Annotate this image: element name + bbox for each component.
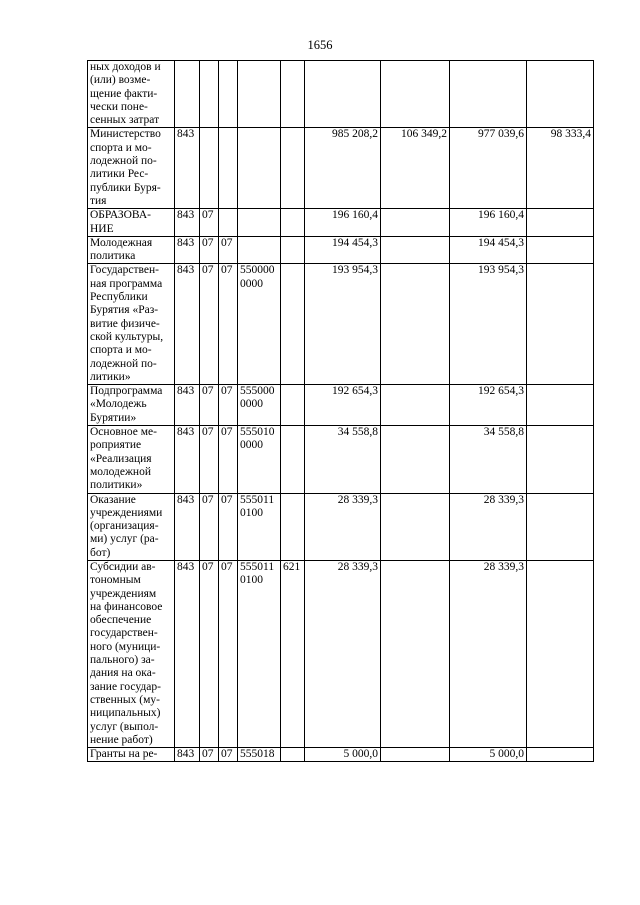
table-body <box>88 61 594 762</box>
row-name-line: ного (муници- <box>90 640 161 653</box>
row-name-line: спорта и мо- <box>90 141 152 154</box>
row-target-article-line: 550000 <box>240 264 275 277</box>
row-amount-1: 194 454,3 <box>305 236 381 264</box>
row-expense-type-code <box>281 128 305 209</box>
row-name <box>88 560 175 747</box>
row-amount-3 <box>450 61 527 128</box>
row-grbs-code: 843 <box>175 493 200 560</box>
row-grbs-code <box>175 61 200 128</box>
row-expense-type-code <box>281 748 305 762</box>
row-name-line: нение работ) <box>90 733 153 746</box>
row-name-line: сенных затрат <box>90 114 160 127</box>
row-amount-1: 5 000,0 <box>305 748 381 762</box>
row-amount-3: 193 954,3 <box>450 264 527 385</box>
row-name-line: «Молодежь <box>90 398 147 411</box>
row-amount-4 <box>527 236 594 264</box>
row-expense-type-code <box>281 209 305 237</box>
row-target-article-line: 555011 <box>240 560 275 573</box>
row-amount-3: 28 339,3 <box>450 560 527 747</box>
row-amount-1: 193 954,3 <box>305 264 381 385</box>
row-grbs-code: 843 <box>175 385 200 426</box>
row-grbs-code: 843 <box>175 128 200 209</box>
row-name-line: ственных (му- <box>90 693 160 706</box>
row-amount-3: 977 039,6 <box>450 128 527 209</box>
table-row <box>88 560 594 747</box>
row-subsection-code: 07 <box>219 385 238 426</box>
row-name-line: учреждениями <box>90 506 163 519</box>
row-target-article-code <box>238 748 281 762</box>
row-name-line: бот) <box>90 546 111 559</box>
row-name <box>88 236 175 264</box>
row-expense-type-code <box>281 236 305 264</box>
budget-table <box>87 60 594 762</box>
row-section-code <box>200 61 219 128</box>
row-amount-2 <box>381 236 450 264</box>
row-name-line: Субсидии ав- <box>90 560 156 573</box>
row-target-article-code <box>238 209 281 237</box>
row-target-article-line: 555000 <box>240 385 275 398</box>
row-amount-1: 28 339,3 <box>305 560 381 747</box>
row-name-line: политики» <box>90 479 143 492</box>
row-amount-2: 106 349,2 <box>381 128 450 209</box>
row-name-line: чески поне- <box>90 100 148 113</box>
row-amount-4 <box>527 493 594 560</box>
row-name-line: Государствен- <box>90 264 159 277</box>
row-name <box>88 128 175 209</box>
row-name-line: Бурятия «Раз- <box>90 304 159 317</box>
row-grbs-code: 843 <box>175 264 200 385</box>
row-amount-3: 5 000,0 <box>450 748 527 762</box>
row-amount-3: 196 160,4 <box>450 209 527 237</box>
row-name-line: пального) за- <box>90 654 155 667</box>
row-grbs-code: 843 <box>175 236 200 264</box>
row-expense-type-code <box>281 61 305 128</box>
row-name-line: Подпрограмма <box>90 385 163 398</box>
row-amount-1: 196 160,4 <box>305 209 381 237</box>
row-section-code <box>200 128 219 209</box>
row-name-line: ная программа <box>90 277 163 290</box>
row-name-line: Основное ме- <box>90 426 157 439</box>
row-name-line: молодежной <box>90 465 151 478</box>
row-grbs-code: 843 <box>175 748 200 762</box>
row-name-line: Республики <box>90 291 148 304</box>
row-target-article-code <box>238 264 281 385</box>
row-section-code: 07 <box>200 385 219 426</box>
row-name-line: «Реализация <box>90 452 152 465</box>
row-name-line: (организация- <box>90 520 159 533</box>
row-name-line: публики Буря- <box>90 181 161 194</box>
row-section-code: 07 <box>200 264 219 385</box>
row-amount-1: 192 654,3 <box>305 385 381 426</box>
row-name-line: Оказание <box>90 493 136 506</box>
row-subsection-code <box>219 209 238 237</box>
row-name <box>88 385 175 426</box>
row-amount-3: 28 339,3 <box>450 493 527 560</box>
row-name-line: НИЕ <box>90 222 114 235</box>
row-expense-type-code <box>281 426 305 493</box>
row-section-code: 07 <box>200 209 219 237</box>
row-amount-4 <box>527 385 594 426</box>
row-target-article-line: 0000 <box>240 398 263 411</box>
row-name-line: (или) возме- <box>90 74 151 87</box>
row-target-article-line: 0100 <box>240 574 263 587</box>
row-amount-4 <box>527 426 594 493</box>
row-amount-2 <box>381 560 450 747</box>
row-name-line: спорта и мо- <box>90 344 152 357</box>
row-expense-type-code <box>281 264 305 385</box>
row-amount-1: 28 339,3 <box>305 493 381 560</box>
table-row <box>88 493 594 560</box>
row-name-line: ми) услуг (ра- <box>90 533 159 546</box>
row-target-article-code <box>238 385 281 426</box>
table-row <box>88 264 594 385</box>
row-section-code: 07 <box>200 493 219 560</box>
row-name-line: дания на ока- <box>90 667 156 680</box>
row-name-line: услуг (выпол- <box>90 720 159 733</box>
row-section-code: 07 <box>200 560 219 747</box>
row-name-line: ниципальных) <box>90 707 161 720</box>
row-subsection-code <box>219 128 238 209</box>
row-grbs-code: 843 <box>175 560 200 747</box>
row-name-line: ОБРАЗОВА- <box>90 209 151 222</box>
row-name-line: учреждениям <box>90 587 157 600</box>
row-amount-2 <box>381 426 450 493</box>
row-name-line: обеспечение <box>90 614 152 627</box>
table-row <box>88 61 594 128</box>
row-amount-1 <box>305 61 381 128</box>
row-grbs-code: 843 <box>175 426 200 493</box>
row-expense-type-code <box>281 385 305 426</box>
row-amount-4: 98 333,4 <box>527 128 594 209</box>
row-amount-4 <box>527 560 594 747</box>
row-amount-2 <box>381 748 450 762</box>
row-grbs-code: 843 <box>175 209 200 237</box>
row-name <box>88 264 175 385</box>
row-amount-1: 34 558,8 <box>305 426 381 493</box>
row-name-line: щение факти- <box>90 87 158 100</box>
row-amount-4 <box>527 209 594 237</box>
table-row <box>88 748 594 762</box>
row-name-line: роприятие <box>90 439 142 452</box>
row-target-article-code <box>238 560 281 747</box>
row-target-article-code <box>238 236 281 264</box>
row-target-article-code <box>238 493 281 560</box>
row-section-code: 07 <box>200 748 219 762</box>
row-section-code: 07 <box>200 236 219 264</box>
row-name-line: Гранты на ре- <box>90 748 158 761</box>
row-name-line: на финансовое <box>90 600 163 613</box>
row-amount-2 <box>381 209 450 237</box>
row-subsection-code: 07 <box>219 748 238 762</box>
row-name-line: Министерство <box>90 128 161 141</box>
row-name <box>88 493 175 560</box>
row-expense-type-code: 621 <box>281 560 305 747</box>
row-target-article-code <box>238 426 281 493</box>
row-name <box>88 748 175 762</box>
row-name <box>88 61 175 128</box>
row-target-article-line: 0000 <box>240 277 263 290</box>
table-row <box>88 385 594 426</box>
table-row <box>88 236 594 264</box>
row-target-article-line: 555011 <box>240 493 275 506</box>
row-name-line: литики» <box>90 370 131 383</box>
row-target-article-line: 555018 <box>240 748 275 761</box>
row-name-line: витие физиче- <box>90 317 160 330</box>
row-target-article-code <box>238 61 281 128</box>
row-name-line: Молодежная <box>90 236 153 249</box>
row-amount-4 <box>527 748 594 762</box>
row-name <box>88 209 175 237</box>
row-amount-3: 34 558,8 <box>450 426 527 493</box>
row-amount-2 <box>381 61 450 128</box>
row-name-line: ской культуры, <box>90 330 164 343</box>
row-name-line: литики Рес- <box>90 168 149 181</box>
row-amount-2 <box>381 385 450 426</box>
row-target-article-code <box>238 128 281 209</box>
row-amount-4 <box>527 61 594 128</box>
row-name-line: лодежной по- <box>90 357 157 370</box>
row-amount-3: 194 454,3 <box>450 236 527 264</box>
row-amount-3: 192 654,3 <box>450 385 527 426</box>
row-section-code: 07 <box>200 426 219 493</box>
row-name-line: зание государ- <box>90 680 161 693</box>
row-name-line: государствен- <box>90 627 158 640</box>
table-row <box>88 128 594 209</box>
row-target-article-line: 555010 <box>240 426 275 439</box>
row-name-line: ных доходов и <box>90 61 161 73</box>
page-number: 1656 <box>307 38 333 52</box>
row-subsection-code: 07 <box>219 426 238 493</box>
row-subsection-code: 07 <box>219 236 238 264</box>
row-amount-1: 985 208,2 <box>305 128 381 209</box>
row-subsection-code: 07 <box>219 560 238 747</box>
row-name-line: лодежной по- <box>90 155 157 168</box>
row-name-line: Бурятии» <box>90 411 137 424</box>
row-name-line: политика <box>90 250 136 263</box>
row-subsection-code: 07 <box>219 264 238 385</box>
table-row <box>88 209 594 237</box>
row-target-article-line: 0100 <box>240 506 263 519</box>
row-subsection-code: 07 <box>219 493 238 560</box>
row-target-article-line: 0000 <box>240 439 263 452</box>
row-name-line: тия <box>90 194 107 207</box>
row-subsection-code <box>219 61 238 128</box>
table-row <box>88 426 594 493</box>
row-name-line: тономным <box>90 574 141 587</box>
row-amount-4 <box>527 264 594 385</box>
row-amount-2 <box>381 493 450 560</box>
row-name <box>88 426 175 493</box>
row-expense-type-code <box>281 493 305 560</box>
row-amount-2 <box>381 264 450 385</box>
